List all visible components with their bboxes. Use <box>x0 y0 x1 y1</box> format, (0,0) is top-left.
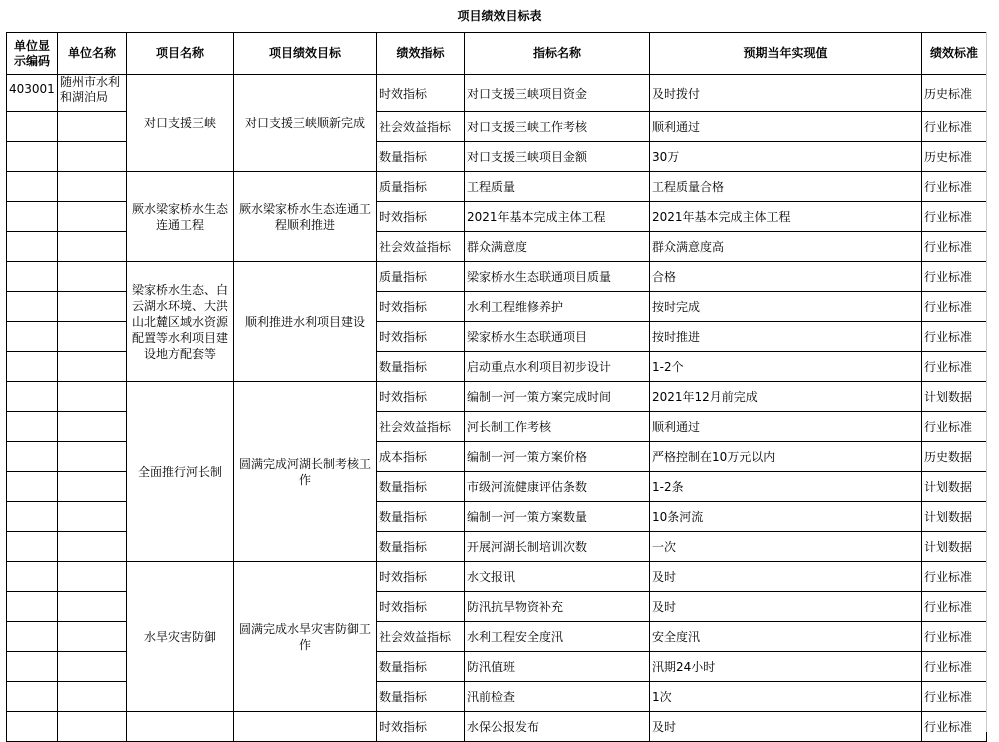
expected-value-cell: 顺利通过 <box>650 112 922 142</box>
indicator-name-cell: 梁家桥水生态联通项目 <box>465 322 650 352</box>
header-standard: 绩效标准 <box>922 33 987 75</box>
project-name-cell <box>127 712 234 742</box>
unit-name-cell <box>58 412 127 442</box>
standard-cell: 行业标准 <box>922 292 987 322</box>
standard-cell: 行业标准 <box>922 352 987 382</box>
indicator-type-cell: 社会效益指标 <box>377 412 465 442</box>
unit-code-cell <box>7 472 58 502</box>
expected-value-cell: 及时 <box>650 562 922 592</box>
indicator-type-cell: 数量指标 <box>377 652 465 682</box>
expected-value-cell: 安全度汛 <box>650 622 922 652</box>
unit-code-cell <box>7 682 58 712</box>
project-name-cell: 水旱灾害防御 <box>127 562 234 712</box>
indicator-type-cell: 成本指标 <box>377 442 465 472</box>
standard-cell: 计划数据 <box>922 472 987 502</box>
unit-name-cell <box>58 622 127 652</box>
unit-name-cell <box>58 532 127 562</box>
indicator-name-cell: 群众满意度 <box>465 232 650 262</box>
indicator-type-cell: 时效指标 <box>377 382 465 412</box>
indicator-name-cell: 河长制工作考核 <box>465 412 650 442</box>
standard-cell: 历史标准 <box>922 142 987 172</box>
expected-value-cell: 2021年基本完成主体工程 <box>650 202 922 232</box>
unit-name-cell <box>58 142 127 172</box>
table-row <box>7 75 987 112</box>
unit-code-cell <box>7 142 58 172</box>
project-goal-cell: 对口支援三峡顺新完成 <box>234 75 377 172</box>
project-goal-cell: 顺利推进水利项目建设 <box>234 262 377 382</box>
header-indicator-name: 指标名称 <box>465 33 650 75</box>
indicator-name-cell: 对口支援三峡工作考核 <box>465 112 650 142</box>
project-name-cell: 梁家桥水生态、白云湖水环境、大洪山北麓区域水资源配置等水利项目建设地方配套等 <box>127 262 234 382</box>
indicator-name-cell: 编制一河一策方案完成时间 <box>465 382 650 412</box>
unit-code-cell <box>7 322 58 352</box>
unit-name-cell <box>58 502 127 532</box>
project-goal-cell <box>234 712 377 742</box>
standard-cell: 行业标准 <box>922 322 987 352</box>
unit-code-cell <box>7 652 58 682</box>
standard-cell: 计划数据 <box>922 532 987 562</box>
indicator-type-cell: 时效指标 <box>377 75 465 112</box>
unit-name-cell <box>58 592 127 622</box>
expected-value-cell: 工程质量合格 <box>650 172 922 202</box>
unit-code-cell <box>7 442 58 472</box>
unit-code-cell <box>7 352 58 382</box>
standard-cell: 行业标准 <box>922 262 987 292</box>
indicator-name-cell: 启动重点水利项目初步设计 <box>465 352 650 382</box>
unit-code-cell <box>7 532 58 562</box>
expected-value-cell: 严格控制在10万元以内 <box>650 442 922 472</box>
unit-name-cell <box>58 562 127 592</box>
table-row <box>7 562 987 592</box>
indicator-type-cell: 数量指标 <box>377 502 465 532</box>
table-row <box>7 712 987 742</box>
indicator-name-cell: 工程质量 <box>465 172 650 202</box>
performance-table <box>6 32 987 742</box>
indicator-type-cell: 时效指标 <box>377 202 465 232</box>
indicator-name-cell: 水文报讯 <box>465 562 650 592</box>
standard-cell: 行业标准 <box>922 232 987 262</box>
unit-name-cell <box>58 112 127 142</box>
expected-value-cell: 2021年12月前完成 <box>650 382 922 412</box>
header-expected-value: 预期当年实现值 <box>650 33 922 75</box>
unit-name-cell <box>58 202 127 232</box>
unit-code-cell <box>7 622 58 652</box>
indicator-name-cell: 防汛值班 <box>465 652 650 682</box>
expected-value-cell: 合格 <box>650 262 922 292</box>
unit-code-cell <box>7 502 58 532</box>
project-name-cell: 厥水梁家桥水生态连通工程 <box>127 172 234 262</box>
expected-value-cell: 及时 <box>650 712 922 742</box>
standard-cell: 行业标准 <box>922 172 987 202</box>
expected-value-cell: 1次 <box>650 682 922 712</box>
indicator-type-cell: 时效指标 <box>377 712 465 742</box>
header-project-name: 项目名称 <box>127 33 234 75</box>
standard-cell: 行业标准 <box>922 622 987 652</box>
indicator-name-cell: 防汛抗旱物资补充 <box>465 592 650 622</box>
unit-name-cell <box>58 682 127 712</box>
indicator-name-cell: 水利工程安全度汛 <box>465 622 650 652</box>
expected-value-cell: 汛期24小时 <box>650 652 922 682</box>
unit-code-cell: 403001 <box>7 75 58 112</box>
unit-name-cell <box>58 172 127 202</box>
header-unit-name: 单位名称 <box>58 33 127 75</box>
indicator-type-cell: 社会效益指标 <box>377 232 465 262</box>
unit-name-cell <box>58 712 127 742</box>
unit-name-cell <box>58 292 127 322</box>
unit-code-cell <box>7 262 58 292</box>
indicator-type-cell: 数量指标 <box>377 682 465 712</box>
expected-value-cell: 及时拨付 <box>650 75 922 112</box>
unit-code-cell <box>7 592 58 622</box>
indicator-type-cell: 数量指标 <box>377 472 465 502</box>
expected-value-cell: 10条河流 <box>650 502 922 532</box>
indicator-type-cell: 质量指标 <box>377 262 465 292</box>
indicator-name-cell: 水利工程维修养护 <box>465 292 650 322</box>
table-row <box>7 262 987 292</box>
indicator-name-cell: 开展河湖长制培训次数 <box>465 532 650 562</box>
indicator-name-cell: 水保公报发布 <box>465 712 650 742</box>
expected-value-cell: 顺利通过 <box>650 412 922 442</box>
indicator-type-cell: 时效指标 <box>377 592 465 622</box>
indicator-type-cell: 社会效益指标 <box>377 112 465 142</box>
indicator-type-cell: 质量指标 <box>377 172 465 202</box>
unit-name-cell <box>58 382 127 412</box>
standard-cell: 行业标准 <box>922 712 987 742</box>
unit-code-cell <box>7 202 58 232</box>
page-title: 项目绩效目标表 <box>457 9 542 23</box>
project-goal-cell: 厥水梁家桥水生态连通工程顺利推进 <box>234 172 377 262</box>
unit-name-cell <box>58 232 127 262</box>
standard-cell: 行业标准 <box>922 592 987 622</box>
unit-code-cell <box>7 412 58 442</box>
indicator-name-cell: 汛前检查 <box>465 682 650 712</box>
header-project-goal: 项目绩效目标 <box>234 33 377 75</box>
header-indicator-type: 绩效指标 <box>377 33 465 75</box>
indicator-name-cell: 市级河流健康评估条数 <box>465 472 650 502</box>
expected-value-cell: 30万 <box>650 142 922 172</box>
header-unit-code: 单位显示编码 <box>7 33 58 75</box>
table-row <box>7 172 987 202</box>
project-name-cell: 对口支援三峡 <box>127 75 234 172</box>
unit-code-cell <box>7 382 58 412</box>
unit-code-cell <box>7 292 58 322</box>
indicator-type-cell: 社会效益指标 <box>377 622 465 652</box>
standard-cell: 行业标准 <box>922 562 987 592</box>
expected-value-cell: 1-2个 <box>650 352 922 382</box>
unit-name-cell <box>58 442 127 472</box>
indicator-type-cell: 时效指标 <box>377 292 465 322</box>
project-goal-cell: 圆满完成水旱灾害防御工作 <box>234 562 377 712</box>
indicator-name-cell: 对口支援三峡项目金额 <box>465 142 650 172</box>
expected-value-cell: 按时推进 <box>650 322 922 352</box>
standard-cell: 历史标准 <box>922 75 987 112</box>
unit-name-cell <box>58 262 127 292</box>
indicator-name-cell: 2021年基本完成主体工程 <box>465 202 650 232</box>
indicator-name-cell: 对口支援三峡项目资金 <box>465 75 650 112</box>
expected-value-cell: 1-2条 <box>650 472 922 502</box>
standard-cell: 行业标准 <box>922 652 987 682</box>
standard-cell: 行业标准 <box>922 202 987 232</box>
standard-cell: 计划数据 <box>922 382 987 412</box>
table-body <box>7 75 987 742</box>
expected-value-cell: 群众满意度高 <box>650 232 922 262</box>
unit-name-cell: 随州市水利和湖泊局 <box>58 75 127 112</box>
standard-cell: 行业标准 <box>922 682 987 712</box>
unit-name-cell <box>58 352 127 382</box>
expected-value-cell: 及时 <box>650 592 922 622</box>
unit-code-cell <box>7 112 58 142</box>
unit-code-cell <box>7 232 58 262</box>
indicator-name-cell: 编制一河一策方案价格 <box>465 442 650 472</box>
indicator-type-cell: 时效指标 <box>377 562 465 592</box>
unit-code-cell <box>7 172 58 202</box>
indicator-type-cell: 数量指标 <box>377 142 465 172</box>
header-row <box>7 33 987 75</box>
standard-cell: 计划数据 <box>922 502 987 532</box>
unit-code-cell <box>7 562 58 592</box>
unit-name-cell <box>58 322 127 352</box>
indicator-name-cell: 编制一河一策方案数量 <box>465 502 650 532</box>
expected-value-cell: 按时完成 <box>650 292 922 322</box>
unit-code-cell <box>7 712 58 742</box>
unit-name-cell <box>58 472 127 502</box>
indicator-type-cell: 数量指标 <box>377 532 465 562</box>
unit-name-cell <box>58 652 127 682</box>
project-name-cell: 全面推行河长制 <box>127 382 234 562</box>
project-goal-cell: 圆满完成河湖长制考核工作 <box>234 382 377 562</box>
standard-cell: 历史数据 <box>922 442 987 472</box>
table-row <box>7 382 987 412</box>
indicator-type-cell: 时效指标 <box>377 322 465 352</box>
standard-cell: 行业标准 <box>922 412 987 442</box>
indicator-name-cell: 梁家桥水生态联通项目质量 <box>465 262 650 292</box>
next-column-edge <box>986 32 999 732</box>
indicator-type-cell: 数量指标 <box>377 352 465 382</box>
expected-value-cell: 一次 <box>650 532 922 562</box>
standard-cell: 行业标准 <box>922 112 987 142</box>
